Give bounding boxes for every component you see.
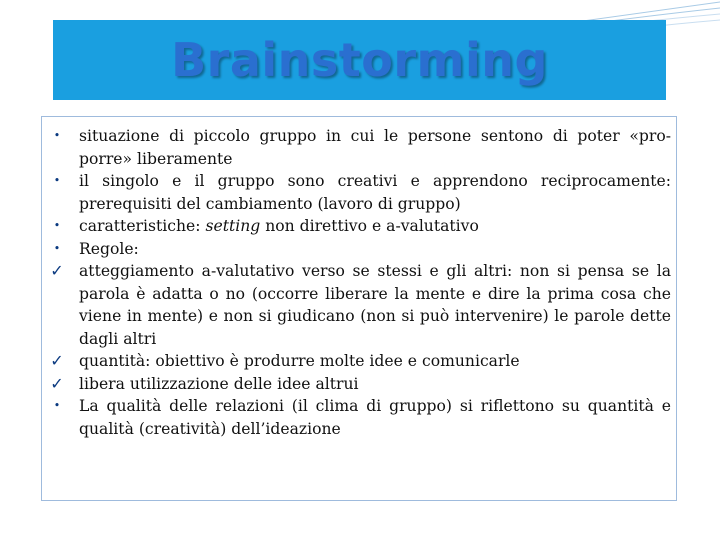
list-item-text: La qualità delle relazioni (il clima di gruppo) si riflettono su quantità e qualità (creatività) dell’ideazione	[79, 397, 671, 438]
list-item	[42, 350, 678, 373]
bullet-icon: •	[53, 129, 61, 142]
list-item-text: situazione di piccolo gruppo in cui le persone sentono di poter «pro-porre» liberamente	[79, 127, 671, 168]
list-item-text: quantità: obiettivo è produrre molte idee e comunicarle	[79, 352, 520, 370]
list-item-text: libera utilizzazione delle idee altrui	[79, 374, 359, 393]
content-box	[41, 116, 677, 501]
list-item-text-emphasis: setting	[205, 217, 261, 235]
list-item-text: il singolo e il gruppo sono creativi e apprendono reciprocamente: prerequisiti del cambiamento (lavoro di gruppo)	[79, 172, 671, 213]
list-item-text-before: caratteristiche:	[79, 217, 206, 235]
bullet-list	[42, 125, 678, 440]
bullet-icon: •	[53, 174, 61, 187]
list-item	[42, 395, 678, 440]
checkmark-icon: ✓	[50, 261, 64, 280]
bullet-icon: •	[53, 219, 61, 232]
title-bar	[53, 20, 666, 100]
list-item-text: atteggiamento a-valutativo verso se stessi e gli altri: non si pensa se la parola è adatta o no (occorre liberare la mente e dire la prima cosa che viene in mente) e non si giudicano (non si può intervenire) le parole dette dagli altri	[79, 262, 671, 348]
list-item	[42, 238, 678, 261]
list-item-text-after: non direttivo e a-valutativo	[260, 217, 479, 235]
list-item	[42, 170, 678, 215]
checkmark-icon: ✓	[50, 351, 64, 370]
bullet-icon: •	[53, 241, 61, 255]
checkmark-icon: ✓	[50, 373, 64, 393]
bullet-icon: •	[53, 399, 61, 412]
list-item	[42, 215, 678, 238]
list-item	[42, 373, 678, 396]
list-item-text: Regole:	[79, 239, 139, 258]
slide-title: Brainstorming	[171, 33, 548, 87]
list-item	[42, 260, 678, 350]
list-item	[42, 125, 678, 170]
